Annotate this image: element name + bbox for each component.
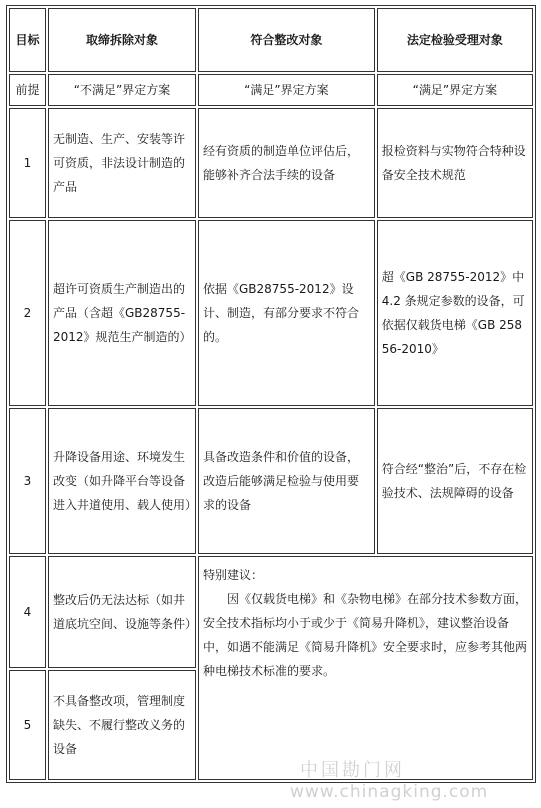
header-inspection: 法定检验受理对象 bbox=[377, 8, 533, 72]
cell-rectify: 依据《GB28755-2012》设计、制造，有部分要求不符合的。 bbox=[198, 220, 375, 406]
cell-inspection: 符合经“整治”后，不存在检验技术、法规障碍的设备 bbox=[377, 408, 533, 554]
premise-label: 前提 bbox=[9, 74, 46, 106]
table-row bbox=[9, 556, 533, 668]
row-number: 1 bbox=[9, 108, 46, 218]
table-row bbox=[9, 220, 533, 406]
special-note bbox=[198, 556, 533, 780]
note-title: 特别建议： bbox=[203, 568, 264, 582]
cell-inspection: 报检资料与实物符合特种设备安全技术规范 bbox=[377, 108, 533, 218]
cell-inspection: 超《GB 28755-2012》中 4.2 条规定参数的设备，可依据仅载货电梯《GB 25856-2010》 bbox=[377, 220, 533, 406]
header-row bbox=[9, 8, 533, 72]
header-demolish: 取缔拆除对象 bbox=[48, 8, 196, 72]
cell-demolish: 升降设备用途、环境发生改变（如升降平台等设备进入井道使用、载人使用） bbox=[48, 408, 196, 554]
row-number: 5 bbox=[9, 670, 46, 780]
header-target: 目标 bbox=[9, 8, 46, 72]
classification-table bbox=[6, 5, 536, 783]
note-body: 因《仅载货电梯》和《杂物电梯》在部分技术参数方面，安全技术指标均小于或少于《简易升降机》，建议整治设备中，如遇不能满足《简易升降机》安全要求时，应参考其他两种电梯技术标准的要求。 bbox=[203, 592, 528, 678]
cell-rectify: 经有资质的制造单位评估后，能够补齐合法手续的设备 bbox=[198, 108, 375, 218]
cell-rectify: 具备改造条件和价值的设备，改造后能够满足检验与使用要求的设备 bbox=[198, 408, 375, 554]
premise-demolish: “不满足”界定方案 bbox=[48, 74, 196, 106]
watermark-text: 中国勘门网 bbox=[300, 760, 405, 781]
cell-demolish: 超许可资质生产制造出的产品（含超《GB28755-2012》规范生产制造的） bbox=[48, 220, 196, 406]
watermark-url: www.chinagking.com bbox=[290, 782, 489, 802]
table-row bbox=[9, 408, 533, 554]
header-rectify: 符合整改对象 bbox=[198, 8, 375, 72]
premise-rectify: “满足”界定方案 bbox=[198, 74, 375, 106]
row-number: 3 bbox=[9, 408, 46, 554]
row-number: 2 bbox=[9, 220, 46, 406]
table-row bbox=[9, 108, 533, 218]
cell-demolish: 整改后仍无法达标（如井道底坑空间、设施等条件） bbox=[48, 556, 196, 668]
cell-demolish: 不具备整改项，管理制度缺失、不履行整改义务的设备 bbox=[48, 670, 196, 780]
row-number: 4 bbox=[9, 556, 46, 668]
premise-inspection: “满足”界定方案 bbox=[377, 74, 533, 106]
premise-row bbox=[9, 74, 533, 106]
cell-demolish: 无制造、生产、安装等许可资质，非法设计制造的产品 bbox=[48, 108, 196, 218]
